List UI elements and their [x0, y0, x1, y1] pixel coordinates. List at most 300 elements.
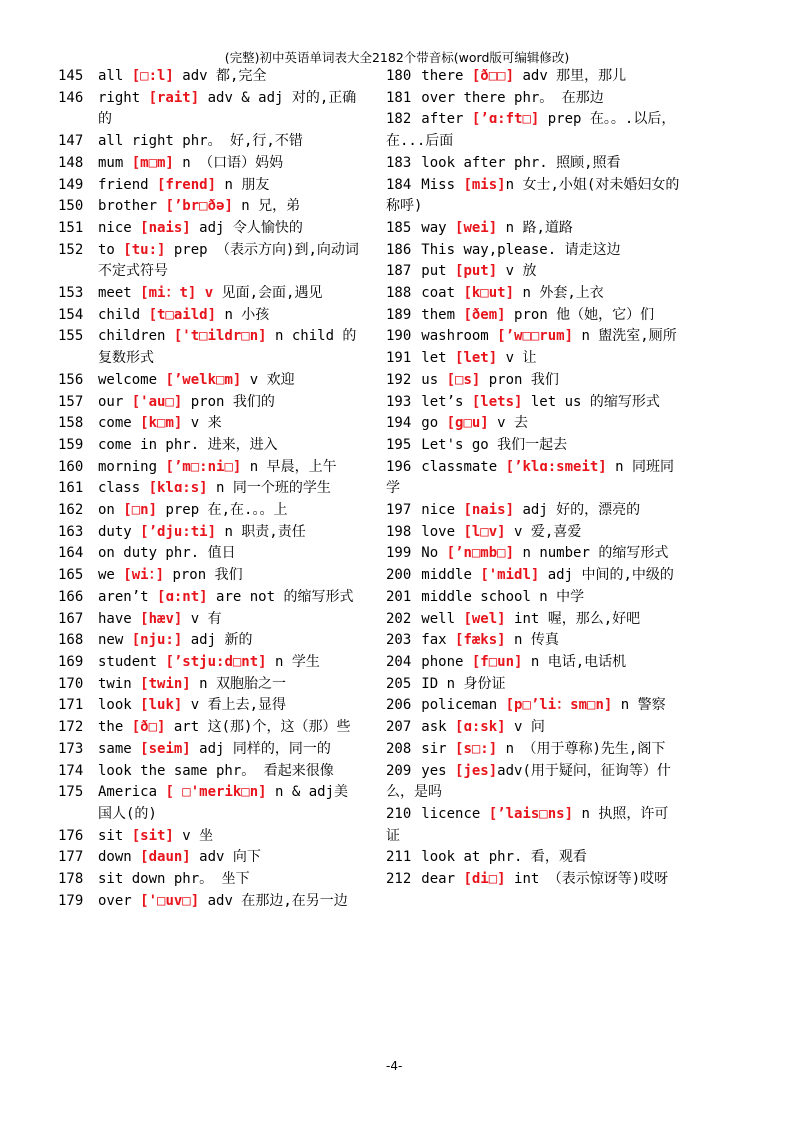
entry-phonetic: ['midl]: [480, 567, 540, 584]
entry-definition: adv & adj 对的,正确的: [98, 89, 357, 128]
entry-phonetic: [ð□□]: [471, 68, 515, 84]
entry-number: 161: [58, 480, 84, 497]
entry-text: [421, 719, 545, 735]
entry-definition: n child 的复数形式: [98, 328, 357, 367]
vocab-entry: [386, 609, 680, 631]
entry-definition: pron 我们: [480, 371, 559, 388]
vocab-entry: [386, 630, 680, 652]
entry-word: come in phr. 进来，进入: [98, 436, 278, 453]
entry-phonetic: [luk]: [140, 697, 183, 714]
entry-text: [98, 240, 361, 283]
entry-phonetic: [’br□ðə]: [165, 198, 233, 215]
vocab-entry: [386, 869, 680, 891]
vocab-entry: [386, 457, 680, 500]
vocab-entry: [386, 240, 680, 262]
entry-number: 171: [58, 697, 84, 714]
vocab-entry: [58, 674, 361, 696]
vocab-entry: [58, 565, 361, 587]
entry-text: [98, 305, 361, 327]
vocab-column-right: [386, 66, 680, 891]
entry-word: new: [98, 632, 132, 649]
entry-definition: n 执照，许可证: [386, 805, 669, 844]
entry-text: [421, 676, 505, 692]
entry-text: [386, 111, 675, 149]
entry-text: [421, 372, 559, 388]
entry-phonetic: [fæks]: [455, 632, 506, 649]
entry-phonetic: [let]: [455, 350, 498, 367]
entry-word: well: [421, 610, 464, 627]
entry-definition: n 职责,责任: [216, 523, 306, 540]
entry-phonetic: [’ɑ:ft□]: [471, 111, 540, 128]
entry-definition: adj 令人愉快的: [190, 219, 303, 236]
entry-number: 195: [386, 436, 412, 453]
vocab-entry: [386, 370, 680, 392]
entry-word: aren’t: [98, 588, 158, 605]
entry-phonetic: [seim]: [140, 740, 191, 757]
entry-phonetic: [□s]: [446, 371, 481, 388]
entry-text: [386, 459, 674, 497]
entry-word: dear: [421, 871, 464, 888]
entry-number: 175: [58, 784, 84, 801]
entry-phonetic: ['□uv□]: [140, 892, 200, 909]
entry-definition: n 双胞胎之一: [190, 675, 287, 692]
entry-text: [386, 806, 668, 844]
entry-number: 212: [386, 871, 412, 888]
entry-number: 174: [58, 762, 84, 779]
entry-word: over there phr。 在那边: [421, 89, 604, 106]
entry-number: 189: [386, 306, 412, 323]
entry-number: 163: [58, 523, 84, 540]
entry-text: [98, 500, 361, 522]
vocab-entry: [386, 761, 680, 804]
entry-definition: n 传真: [505, 632, 559, 649]
entry-phonetic: [klɑ:s]: [148, 480, 208, 497]
entry-definition: pron 我们的: [182, 393, 275, 410]
entry-word: No: [421, 545, 447, 562]
entry-word: friend: [98, 176, 158, 193]
entry-text: [98, 630, 361, 652]
vocab-entry: [58, 218, 361, 240]
entry-definition: v 看上去,显得: [182, 697, 287, 714]
entry-number: 168: [58, 632, 84, 649]
entry-word: This way,please. 请走这边: [421, 241, 621, 258]
vocab-entry: [386, 153, 680, 175]
entry-word: after: [421, 111, 472, 128]
entry-word: children: [98, 328, 174, 345]
entry-definition: adj 同样的，同一的: [190, 740, 331, 757]
entry-definition: v 放: [497, 263, 537, 280]
entry-text: [421, 263, 536, 279]
entry-phonetic: [put]: [455, 263, 498, 280]
entry-definition: adj 好的，漂亮的: [514, 502, 641, 519]
entry-number: 196: [386, 458, 412, 475]
entry-number: 205: [386, 675, 412, 692]
entry-number: 210: [386, 805, 412, 822]
entry-definition: int 喔，那么,好吧: [505, 610, 641, 627]
vocab-entry: [386, 652, 680, 674]
entry-text: [98, 153, 361, 175]
vocab-entry: [58, 240, 361, 283]
entry-word: yes: [421, 762, 456, 779]
vocab-entry: [386, 500, 680, 522]
vocab-entry: [58, 175, 361, 197]
entry-number: 199: [386, 545, 412, 562]
vocab-entry: [58, 88, 361, 131]
entry-word: child: [98, 306, 149, 323]
entry-definition: n 警察: [612, 697, 666, 714]
entry-phonetic: [□:l]: [131, 68, 174, 84]
entry-word: look after phr. 照顾,照看: [421, 154, 621, 171]
entry-number: 193: [386, 393, 412, 410]
entry-word: our: [98, 393, 132, 410]
entry-phonetic: [’dju:ti]: [140, 523, 217, 540]
entry-number: 157: [58, 393, 84, 410]
entry-word: love: [421, 523, 464, 540]
entry-number: 211: [386, 849, 412, 866]
vocab-entry: [386, 435, 680, 457]
entry-text: [421, 437, 567, 453]
entry-definition: v 爱,喜爱: [505, 523, 582, 540]
vocab-column-left: [58, 66, 361, 912]
vocab-entry: [386, 565, 680, 587]
entry-phonetic: [sit]: [131, 827, 174, 844]
vocab-entry: [386, 739, 680, 761]
entry-number: 184: [386, 176, 412, 193]
vocab-entry: [386, 261, 680, 283]
entry-text: [386, 177, 679, 215]
entry-number: 188: [386, 285, 412, 302]
entry-phonetic: [ðem]: [463, 306, 506, 323]
entry-definition: let us 的缩写形式: [522, 393, 660, 410]
entry-number: 145: [58, 68, 84, 84]
entry-text: [98, 674, 361, 696]
entry-text: [421, 350, 536, 366]
entry-word: over: [98, 892, 141, 909]
entry-text: [421, 741, 665, 757]
entry-word: washroom: [421, 328, 498, 345]
entry-phonetic: [k□m]: [140, 415, 183, 432]
entry-text: [98, 370, 361, 392]
entry-number: 147: [58, 133, 84, 150]
entry-number: 179: [58, 892, 84, 909]
entry-definition: n 朋友: [216, 176, 270, 193]
entry-word: let: [421, 350, 456, 367]
entry-number: 152: [58, 241, 84, 258]
entry-number: 204: [386, 653, 412, 670]
entry-number: 207: [386, 719, 412, 736]
entry-word: America: [98, 784, 166, 801]
entry-number: 153: [58, 285, 84, 302]
entry-word: on duty phr. 值日: [98, 545, 236, 562]
entry-number: 167: [58, 610, 84, 627]
entry-number: 170: [58, 675, 84, 692]
entry-number: 209: [386, 762, 412, 779]
page-number: -4-: [386, 1059, 403, 1073]
entry-text: [421, 849, 587, 865]
entry-text: [98, 457, 361, 479]
entry-number: 158: [58, 415, 84, 432]
entry-number: 191: [386, 350, 412, 367]
entry-word: let’s: [421, 393, 472, 410]
entry-word: put: [421, 263, 456, 280]
vocab-entry: [386, 847, 680, 869]
entry-definition: n 外套,上衣: [514, 285, 604, 302]
entry-word: down: [98, 849, 141, 866]
entry-phonetic: [wel]: [463, 610, 506, 627]
vocab-entry: [58, 305, 361, 327]
entry-definition: adv 在那边,在另一边: [199, 892, 348, 909]
entry-text: [98, 326, 361, 369]
entry-word: Miss: [421, 176, 464, 193]
entry-definition: prep 在,在.。。上: [157, 502, 288, 519]
entry-text: [421, 242, 620, 258]
entry-text: [98, 478, 361, 500]
entry-number: 164: [58, 545, 84, 562]
entry-definition: n 同班同学: [386, 458, 675, 497]
entry-word: the: [98, 719, 132, 736]
vocab-entry: [58, 500, 361, 522]
entry-number: 172: [58, 719, 84, 736]
entry-word: nice: [98, 219, 141, 236]
entry-number: 148: [58, 154, 84, 171]
entry-word: classmate: [421, 458, 506, 475]
entry-phonetic: [nais]: [140, 219, 191, 236]
entry-text: [421, 871, 668, 887]
vocab-entry: [58, 609, 361, 631]
entry-phonetic: [□n]: [123, 502, 158, 519]
entry-number: 180: [386, 68, 412, 84]
entry-number: 156: [58, 371, 84, 388]
entry-word: nice: [421, 502, 464, 519]
entry-definition: v 问: [505, 719, 545, 736]
entry-text: [98, 826, 361, 848]
entry-text: [421, 285, 603, 301]
vocab-entry: [386, 674, 680, 696]
vocab-entry: [58, 652, 361, 674]
entry-number: 200: [386, 567, 412, 584]
entry-definition: n 学生: [266, 653, 320, 670]
entry-word: twin: [98, 675, 141, 692]
vocab-entry: [58, 695, 361, 717]
entry-text: [421, 654, 626, 670]
vocab-entry: [386, 348, 680, 370]
entry-phonetic: [lets]: [471, 393, 523, 410]
entry-text: [421, 307, 654, 323]
entry-definition: n 电话,电话机: [522, 653, 627, 670]
vocab-entry: [58, 326, 361, 369]
entry-phonetic: [l□v]: [463, 523, 506, 540]
entry-definition: adj 中间的,中级的: [539, 567, 674, 584]
entry-text: [421, 155, 620, 171]
entry-word: policeman: [421, 697, 506, 714]
entry-phonetic: [’w□□rum]: [497, 328, 574, 345]
entry-phonetic: [nais]: [463, 502, 515, 519]
vocab-entry: [58, 413, 361, 435]
entry-text: [421, 90, 603, 106]
entry-phonetic: [’lais□ns]: [488, 805, 574, 822]
entry-text: [98, 652, 361, 674]
vocab-entry: [386, 305, 680, 327]
entry-word: licence: [421, 805, 489, 822]
entry-phonetic: [jes]: [455, 762, 498, 779]
entry-number: 165: [58, 567, 84, 584]
entry-text: [98, 847, 361, 869]
vocab-entry: [386, 543, 680, 565]
vocab-entry: [58, 630, 361, 652]
entry-definition: v 有: [182, 610, 222, 627]
entry-word: duty: [98, 523, 141, 540]
entry-word: middle: [421, 567, 481, 584]
vocab-entry: [58, 717, 361, 739]
entry-phonetic: [’klɑ:smeit]: [505, 458, 607, 475]
entry-phonetic: [twin]: [140, 675, 191, 692]
vocab-entry: [58, 392, 361, 414]
entry-number: 150: [58, 198, 84, 215]
entry-text: [98, 175, 361, 197]
entry-text: [98, 761, 361, 783]
entry-definition: n 早晨，上午: [241, 458, 337, 475]
entry-definition: v 去: [488, 415, 529, 432]
entry-word: all: [98, 68, 132, 84]
entry-definition: n 小孩: [216, 306, 270, 323]
entry-definition: n （口语）妈妈: [173, 154, 284, 171]
entry-text: [386, 763, 671, 801]
entry-number: 182: [386, 111, 412, 128]
entry-definition: n & adj美国人(的): [98, 784, 349, 822]
entry-word: us: [421, 371, 447, 388]
vocab-entry: [58, 153, 361, 175]
entry-number: 198: [386, 523, 412, 540]
entry-word: ask: [421, 719, 456, 736]
entry-number: 206: [386, 697, 412, 714]
entry-definition: prep 在。。.以后，在...后面: [386, 111, 676, 150]
entry-phonetic: [tu:]: [123, 241, 166, 258]
entry-text: [421, 220, 573, 236]
vocab-entry: [386, 175, 680, 218]
vocab-entry: [386, 717, 680, 739]
entry-text: [98, 131, 361, 153]
entry-word: class: [98, 480, 149, 497]
vocab-entry: [386, 66, 680, 88]
entry-text: [98, 869, 361, 891]
entry-word: come: [98, 415, 141, 432]
vocab-entry: [386, 109, 680, 152]
entry-number: 166: [58, 588, 84, 605]
entry-number: 190: [386, 328, 412, 345]
entry-phonetic: [’welk□m]: [165, 371, 242, 388]
entry-phonetic: [hæv]: [140, 610, 183, 627]
entry-text: [98, 196, 361, 218]
entry-phonetic: [ □'merik□n]: [165, 784, 267, 801]
entry-phonetic: [wi：]: [123, 567, 165, 584]
entry-phonetic: [ð□]: [131, 719, 166, 736]
vocab-entry: [58, 847, 361, 869]
entry-number: 160: [58, 458, 84, 475]
entry-text: [421, 567, 674, 583]
entry-number: 197: [386, 502, 412, 519]
entry-word: sit: [98, 827, 132, 844]
vocab-entry: [386, 88, 680, 110]
entry-text: [98, 218, 361, 240]
entry-definition: n 女士,小姐(对未婚妇女的称呼): [386, 176, 680, 215]
entry-phonetic: [ɑ:sk]: [455, 719, 506, 736]
entry-text: [421, 589, 584, 605]
vocab-entry: [58, 869, 361, 891]
entry-phonetic: [s□:]: [455, 740, 498, 757]
document-title: (完整)初中英语单词表大全2182个带音标(word版可编辑修改): [224, 50, 570, 65]
vocab-entry: [58, 826, 361, 848]
vocab-entry: [58, 543, 361, 565]
entry-phonetic: [p□’li：sm□n]: [505, 697, 613, 714]
entry-text: [421, 328, 676, 344]
entry-number: 176: [58, 827, 84, 844]
entry-phonetic: [t□aild]: [148, 306, 217, 323]
vocab-entry: [58, 131, 361, 153]
entry-text: [98, 891, 361, 913]
entry-phonetic: ['au□]: [131, 393, 183, 410]
entry-phonetic: [f□un]: [471, 653, 523, 670]
entry-number: 208: [386, 740, 412, 757]
entry-number: 155: [58, 328, 84, 345]
entry-definition: adv 都,完全: [173, 68, 267, 84]
entry-text: [98, 717, 361, 739]
entry-word: middle school n 中学: [421, 588, 585, 605]
entry-word: all right phr。 好,行,不错: [98, 133, 303, 150]
entry-word: look at phr. 看，观看: [421, 849, 587, 866]
vocab-entry: [386, 804, 680, 847]
entry-word: fax: [421, 632, 456, 649]
entry-word: phone: [421, 653, 472, 670]
entry-word: to: [98, 241, 124, 258]
vocab-entry: [386, 392, 680, 414]
entry-word: look the same phr。 看起来很像: [98, 762, 334, 779]
entry-phonetic: [frend]: [157, 176, 217, 193]
vocab-entry: [386, 326, 680, 348]
vocab-entry: [58, 283, 361, 305]
entry-phonetic: [rait]: [148, 89, 200, 106]
entry-definition: adj 新的: [182, 632, 253, 649]
entry-number: 183: [386, 154, 412, 171]
entry-text: [98, 739, 361, 761]
entry-word: we: [98, 567, 124, 584]
entry-phonetic: [ɑ:nt]: [157, 588, 208, 605]
entry-word: right: [98, 89, 149, 106]
entry-definition: n 同一个班的学生: [207, 480, 331, 497]
entry-number: 186: [386, 241, 412, 258]
entry-number: 154: [58, 306, 84, 323]
entry-word: student: [98, 653, 166, 670]
entry-text: [421, 697, 665, 713]
entry-word: on: [98, 502, 124, 519]
entry-word: brother: [98, 198, 166, 215]
entry-phonetic: [’stju:d□nt]: [165, 653, 267, 670]
entry-number: 203: [386, 632, 412, 649]
entry-definition: art 这(那)个，这（那）些: [165, 719, 351, 736]
entry-phonetic: [di□]: [463, 871, 506, 888]
vocab-entry: [58, 522, 361, 544]
entry-text: [98, 695, 361, 717]
vocab-entry: [386, 283, 680, 305]
entry-text: [421, 502, 640, 518]
entry-number: 187: [386, 263, 412, 280]
entry-definition: n （用于尊称)先生,阁下: [497, 740, 666, 757]
entry-number: 185: [386, 219, 412, 236]
entry-definition: adv 那里，那儿: [514, 68, 627, 84]
vocab-entry: [58, 478, 361, 500]
entry-number: 177: [58, 849, 84, 866]
entry-phonetic: [k□ut]: [463, 285, 515, 302]
vocab-entry: [58, 196, 361, 218]
